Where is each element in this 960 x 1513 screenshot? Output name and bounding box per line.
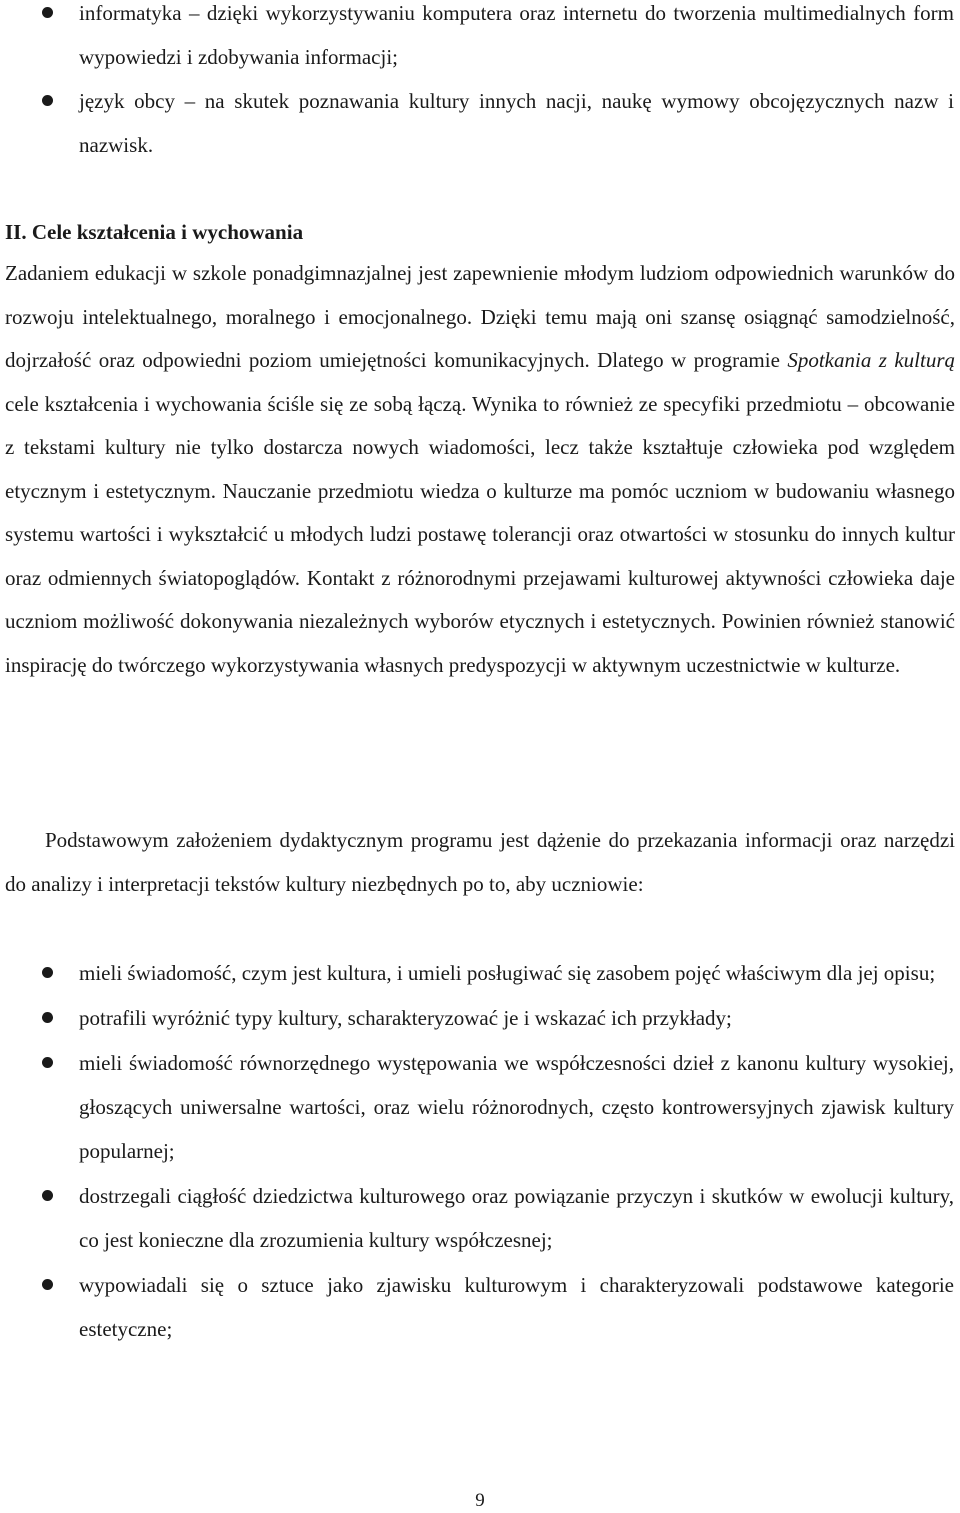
list-item: wypowiadali się o sztuce jako zjawisku kulturowym i charakteryzowali podstawowe kategorie estetyczne;	[0, 1263, 960, 1351]
program-title: Spotkania z kulturą	[787, 348, 955, 372]
section-heading: II. Cele kształcenia i wychowania	[5, 220, 304, 244]
paragraph-text: cele kształcenia i wychowania ściśle się ze sobą łączą. Wynika to również ze specyfiki przedmiotu – obcowanie z tekstami kultury nie tylko dostarcza nowych wiadomości, lecz także kształtuje człowieka pod względem etycznym i estetycznym. Nauczanie przedmiotu wiedza o kulturze ma pomóc uczniom w budowaniu własnego systemu wartości i wykształcić u młodych ludzi postawę tolerancji oraz otwartości w stosunku do innych kultur oraz odmiennych światopoglądów. Kontakt z różnorodnymi przejawami kulturowej aktywności człowieka daje uczniom możliwość dokonywania niezależnych wyborów etycznych i estetycznych. Powinien również stanowić inspirację do twórczego wykorzystywania własnych predyspozycji w aktywnym uczestnictwie w kulturze.	[5, 391, 955, 677]
bottom-bullet-list	[0, 951, 960, 1352]
list-item: język obcy – na skutek poznawania kultury innych nacji, naukę wymowy obcojęzycznych nazw i nazwisk.	[0, 79, 960, 167]
body-paragraph-2	[5, 819, 955, 906]
list-item: potrafili wyróżnić typy kultury, scharakteryzować je i wskazać ich przykłady;	[0, 996, 960, 1040]
list-item: dostrzegali ciągłość dziedzictwa kulturowego oraz powiązanie przyczyn i skutków w ewolucji kultury, co jest konieczne dla zrozumienia kultury współczesnej;	[0, 1174, 960, 1262]
list-item: informatyka – dzięki wykorzystywaniu komputera oraz internetu do tworzenia multimedialnych form wypowiedzi i zdobywania informacji;	[0, 0, 960, 79]
list-item: mieli świadomość równorzędnego występowania we współczesności dzieł z kanonu kultury wysokiej, głoszących uniwersalne wartości, oraz wielu różnorodnych, często kontrowersyjnych zjawisk kultury popularnej;	[0, 1041, 960, 1173]
list-item: mieli świadomość, czym jest kultura, i umieli posługiwać się zasobem pojęć właściwym dla jej opisu;	[0, 951, 960, 995]
paragraph-text: Zadaniem edukacji w szkole ponadgimnazjalnej jest zapewnienie młodym ludziom odpowiednich warunków do rozwoju intelektualnego, moralnego i emocjonalnego. Dzięki temu mają oni szansę osiągnąć samodzielność, dojrzałość oraz odpowiedni poziom umiejętności komunikacyjnych. Dlatego w programie	[5, 261, 955, 372]
page-number: 9	[475, 1490, 485, 1511]
top-bullet-list	[0, 0, 960, 167]
body-paragraph	[5, 252, 955, 687]
paragraph-text: Podstawowym założeniem dydaktycznym programu jest dążenie do przekazania informacji oraz narzędzi do analizy i interpretacji tekstów kultury niezbędnych po to, aby uczniowie:	[5, 828, 955, 896]
